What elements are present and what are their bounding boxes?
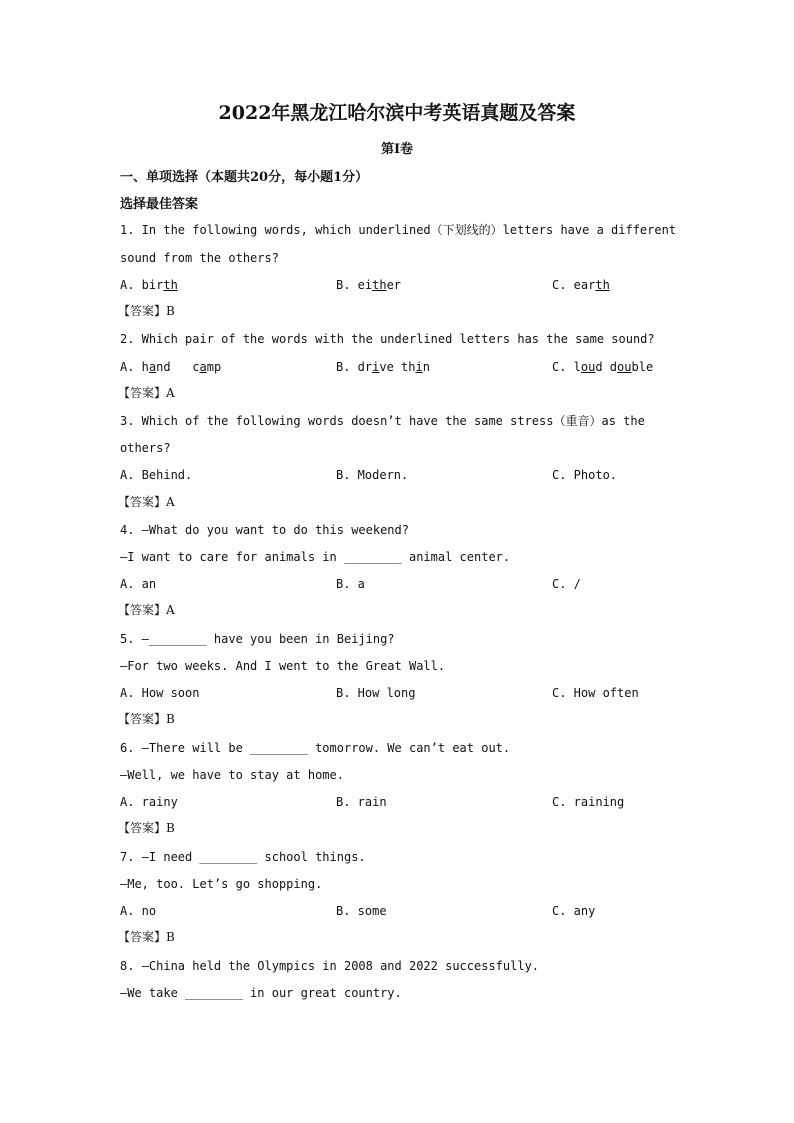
question-4-option-b: B. a <box>336 577 365 591</box>
question-5-option-c: C. How often <box>552 686 639 700</box>
question-1-line-2: sound from the others? <box>120 251 279 265</box>
question-7-line-1: 7. —I need ________ school things. <box>120 850 366 864</box>
question-7-answer: 【答案】B <box>118 930 175 944</box>
section-instruction: 选择最佳答案 <box>120 197 199 212</box>
question-6-option-c: C. raining <box>552 795 625 809</box>
question-2-answer: 【答案】A <box>118 386 175 400</box>
question-1-option-c: C. earth <box>552 278 610 292</box>
question-3-answer: 【答案】A <box>118 495 175 509</box>
question-3-option-a: A. Behind. <box>120 468 193 482</box>
question-1-line-1: 1. In the following words, which underlined（下划线的）letters have a different <box>120 223 677 237</box>
question-8-line-1: 8. —China held the Olympics in 2008 and 2022 successfully. <box>120 959 540 973</box>
question-1-answer: 【答案】B <box>118 304 175 318</box>
section-heading: 一、单项选择（本题共20分，每小题1分） <box>120 170 369 185</box>
question-5-option-a: A. How soon <box>120 686 200 700</box>
question-4-line-1: 4. —What do you want to do this weekend? <box>120 523 409 537</box>
question-6-option-a: A. rainy <box>120 795 178 809</box>
question-7-line-2: —Me, too. Let’s go shopping. <box>120 877 323 891</box>
question-5-option-b: B. How long <box>336 686 416 700</box>
question-3-line-2: others? <box>120 441 171 455</box>
question-5-line-1: 5. —________ have you been in Beijing? <box>120 632 395 646</box>
question-4-line-2: —I want to care for animals in ________ animal center. <box>120 550 511 564</box>
question-1-option-a: A. birth <box>120 278 178 292</box>
question-5-answer: 【答案】B <box>118 712 175 726</box>
question-5-line-2: —For two weeks. And I went to the Great Wall. <box>120 659 446 673</box>
question-1-option-b: B. either <box>336 278 402 292</box>
question-7-option-b: B. some <box>336 904 387 918</box>
question-6-option-b: B. rain <box>336 795 387 809</box>
question-4-option-a: A. an <box>120 577 157 591</box>
volume-heading: 第I卷 <box>380 142 414 157</box>
question-3-option-c: C. Photo. <box>552 468 618 482</box>
question-2-option-c: C. loud double <box>552 360 654 374</box>
question-3-option-b: B. Modern. <box>336 468 409 482</box>
question-6-line-2: —Well, we have to stay at home. <box>120 768 344 782</box>
question-7-option-c: C. any <box>552 904 596 918</box>
question-6-line-1: 6. —There will be ________ tomorrow. We can’t eat out. <box>120 741 511 755</box>
question-4-option-c: C. / <box>552 577 581 591</box>
question-8-line-2: —We take ________ in our great country. <box>120 986 402 1000</box>
document-title: 2022年黑龙江哈尔滨中考英语真题及答案 <box>218 102 576 124</box>
question-2-option-a: A. hand camp <box>120 360 222 374</box>
question-4-answer: 【答案】A <box>118 603 175 617</box>
question-2-option-b: B. drive thin <box>336 360 430 374</box>
question-3-line-1: 3. Which of the following words doesn’t have the same stress（重音）as the <box>120 414 645 428</box>
question-7-option-a: A. no <box>120 904 157 918</box>
question-2-line-1: 2. Which pair of the words with the underlined letters has the same sound? <box>120 332 655 346</box>
question-6-answer: 【答案】B <box>118 821 175 835</box>
